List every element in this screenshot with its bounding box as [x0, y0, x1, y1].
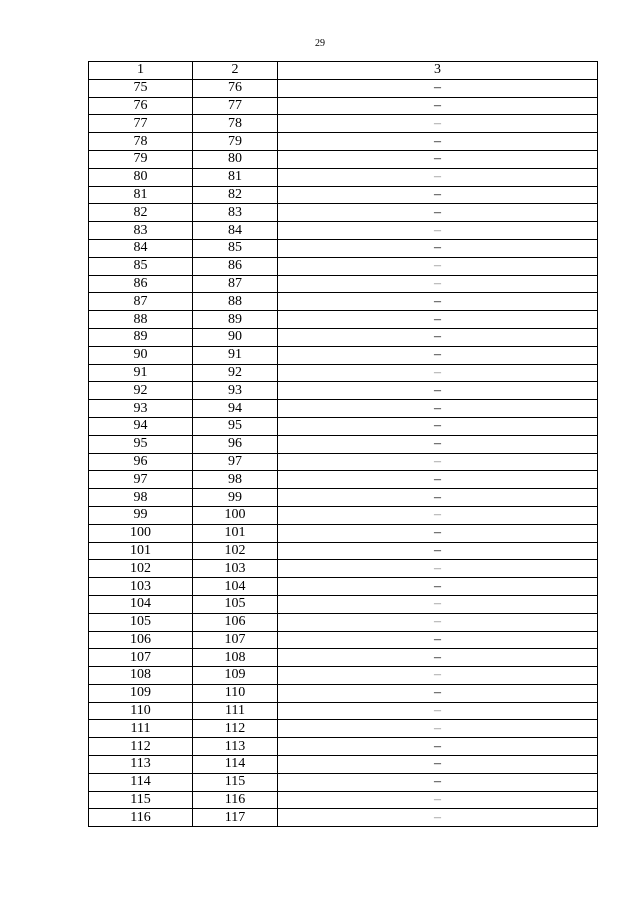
cell-col-2: 76: [193, 79, 278, 97]
cell-col-3: –: [278, 311, 598, 329]
cell-col-3: –: [278, 79, 598, 97]
cell-col-1: 90: [89, 346, 193, 364]
table-row: [89, 702, 598, 720]
cell-col-1: 81: [89, 186, 193, 204]
cell-col-2: 101: [193, 524, 278, 542]
cell-col-2: 79: [193, 133, 278, 151]
cell-col-3: –: [278, 204, 598, 222]
cell-col-3: –: [278, 684, 598, 702]
table-row: [89, 79, 598, 97]
table-header-row: [89, 62, 598, 80]
cell-col-2: 111: [193, 702, 278, 720]
cell-col-1: 107: [89, 649, 193, 667]
table-row: [89, 382, 598, 400]
table-row: [89, 791, 598, 809]
cell-col-2: 109: [193, 667, 278, 685]
cell-col-2: 91: [193, 346, 278, 364]
cell-col-3: –: [278, 720, 598, 738]
cell-col-2: 102: [193, 542, 278, 560]
table-row: [89, 435, 598, 453]
table-row: [89, 720, 598, 738]
table-row: [89, 293, 598, 311]
cell-col-2: 82: [193, 186, 278, 204]
cell-col-1: 88: [89, 311, 193, 329]
table-row: [89, 186, 598, 204]
cell-col-3: –: [278, 400, 598, 418]
table-row: [89, 204, 598, 222]
cell-col-3: –: [278, 578, 598, 596]
table-row: [89, 168, 598, 186]
table-row: [89, 631, 598, 649]
table-row: [89, 222, 598, 240]
cell-col-1: 77: [89, 115, 193, 133]
column-header-1: 1: [89, 62, 193, 80]
cell-col-1: 106: [89, 631, 193, 649]
cell-col-1: 75: [89, 79, 193, 97]
cell-col-2: 108: [193, 649, 278, 667]
cell-col-2: 103: [193, 560, 278, 578]
table-row: [89, 560, 598, 578]
cell-col-3: –: [278, 453, 598, 471]
cell-col-2: 83: [193, 204, 278, 222]
column-header-2: 2: [193, 62, 278, 80]
cell-col-2: 93: [193, 382, 278, 400]
cell-col-3: –: [278, 595, 598, 613]
cell-col-1: 82: [89, 204, 193, 222]
table-row: [89, 133, 598, 151]
cell-col-3: –: [278, 471, 598, 489]
cell-col-2: 104: [193, 578, 278, 596]
cell-col-1: 114: [89, 773, 193, 791]
cell-col-1: 96: [89, 453, 193, 471]
cell-col-1: 78: [89, 133, 193, 151]
cell-col-3: –: [278, 293, 598, 311]
cell-col-2: 94: [193, 400, 278, 418]
cell-col-3: –: [278, 382, 598, 400]
cell-col-2: 84: [193, 222, 278, 240]
cell-col-3: –: [278, 115, 598, 133]
cell-col-1: 95: [89, 435, 193, 453]
cell-col-1: 100: [89, 524, 193, 542]
table-row: [89, 756, 598, 774]
cell-col-2: 80: [193, 150, 278, 168]
table-row: [89, 773, 598, 791]
cell-col-1: 83: [89, 222, 193, 240]
cell-col-3: –: [278, 809, 598, 827]
table-row: [89, 578, 598, 596]
cell-col-1: 116: [89, 809, 193, 827]
cell-col-1: 87: [89, 293, 193, 311]
table-row: [89, 738, 598, 756]
table-row: [89, 311, 598, 329]
table-row: [89, 453, 598, 471]
cell-col-3: –: [278, 542, 598, 560]
cell-col-2: 98: [193, 471, 278, 489]
cell-col-3: –: [278, 150, 598, 168]
cell-col-3: –: [278, 613, 598, 631]
cell-col-1: 98: [89, 489, 193, 507]
cell-col-2: 85: [193, 239, 278, 257]
cell-col-2: 97: [193, 453, 278, 471]
table-row: [89, 328, 598, 346]
table-row: [89, 115, 598, 133]
cell-col-2: 107: [193, 631, 278, 649]
cell-col-3: –: [278, 773, 598, 791]
cell-col-3: –: [278, 222, 598, 240]
table-row: [89, 275, 598, 293]
cell-col-3: –: [278, 435, 598, 453]
cell-col-2: 117: [193, 809, 278, 827]
table-row: [89, 150, 598, 168]
cell-col-1: 94: [89, 417, 193, 435]
cell-col-2: 87: [193, 275, 278, 293]
cell-col-3: –: [278, 506, 598, 524]
cell-col-3: –: [278, 186, 598, 204]
table-row: [89, 613, 598, 631]
cell-col-3: –: [278, 649, 598, 667]
cell-col-1: 110: [89, 702, 193, 720]
cell-col-1: 97: [89, 471, 193, 489]
table-row: [89, 684, 598, 702]
cell-col-2: 77: [193, 97, 278, 115]
table-row: [89, 649, 598, 667]
cell-col-2: 96: [193, 435, 278, 453]
cell-col-1: 108: [89, 667, 193, 685]
cell-col-3: –: [278, 133, 598, 151]
table-row: [89, 524, 598, 542]
cell-col-2: 81: [193, 168, 278, 186]
cell-col-1: 105: [89, 613, 193, 631]
cell-col-2: 78: [193, 115, 278, 133]
data-table: [88, 61, 598, 827]
cell-col-2: 88: [193, 293, 278, 311]
cell-col-2: 92: [193, 364, 278, 382]
cell-col-1: 85: [89, 257, 193, 275]
table-row: [89, 809, 598, 827]
cell-col-1: 113: [89, 756, 193, 774]
cell-col-2: 113: [193, 738, 278, 756]
cell-col-3: –: [278, 560, 598, 578]
page-number: 29: [315, 38, 325, 49]
table-row: [89, 595, 598, 613]
cell-col-3: –: [278, 791, 598, 809]
table-row: [89, 257, 598, 275]
table-row: [89, 364, 598, 382]
cell-col-3: –: [278, 257, 598, 275]
cell-col-3: –: [278, 702, 598, 720]
cell-col-3: –: [278, 631, 598, 649]
cell-col-3: –: [278, 756, 598, 774]
cell-col-3: –: [278, 239, 598, 257]
cell-col-1: 80: [89, 168, 193, 186]
cell-col-1: 102: [89, 560, 193, 578]
cell-col-2: 105: [193, 595, 278, 613]
table-row: [89, 239, 598, 257]
cell-col-2: 90: [193, 328, 278, 346]
table-body: [89, 62, 598, 827]
table-row: [89, 667, 598, 685]
cell-col-3: –: [278, 524, 598, 542]
cell-col-3: –: [278, 346, 598, 364]
cell-col-1: 104: [89, 595, 193, 613]
cell-col-1: 91: [89, 364, 193, 382]
table-row: [89, 542, 598, 560]
cell-col-3: –: [278, 738, 598, 756]
cell-col-1: 93: [89, 400, 193, 418]
table-row: [89, 417, 598, 435]
table-row: [89, 471, 598, 489]
cell-col-3: –: [278, 364, 598, 382]
table-row: [89, 346, 598, 364]
cell-col-3: –: [278, 667, 598, 685]
cell-col-1: 99: [89, 506, 193, 524]
cell-col-1: 112: [89, 738, 193, 756]
cell-col-2: 112: [193, 720, 278, 738]
cell-col-2: 115: [193, 773, 278, 791]
cell-col-1: 101: [89, 542, 193, 560]
table-row: [89, 506, 598, 524]
cell-col-1: 111: [89, 720, 193, 738]
cell-col-2: 114: [193, 756, 278, 774]
cell-col-1: 76: [89, 97, 193, 115]
cell-col-2: 89: [193, 311, 278, 329]
cell-col-3: –: [278, 97, 598, 115]
cell-col-1: 86: [89, 275, 193, 293]
table-row: [89, 489, 598, 507]
cell-col-3: –: [278, 275, 598, 293]
table-row: [89, 97, 598, 115]
cell-col-2: 110: [193, 684, 278, 702]
cell-col-1: 92: [89, 382, 193, 400]
cell-col-2: 86: [193, 257, 278, 275]
cell-col-1: 89: [89, 328, 193, 346]
table-row: [89, 400, 598, 418]
cell-col-3: –: [278, 328, 598, 346]
column-header-3: 3: [278, 62, 598, 80]
cell-col-2: 106: [193, 613, 278, 631]
cell-col-1: 84: [89, 239, 193, 257]
cell-col-1: 109: [89, 684, 193, 702]
cell-col-3: –: [278, 489, 598, 507]
cell-col-2: 99: [193, 489, 278, 507]
cell-col-2: 95: [193, 417, 278, 435]
cell-col-2: 116: [193, 791, 278, 809]
cell-col-3: –: [278, 417, 598, 435]
cell-col-1: 79: [89, 150, 193, 168]
cell-col-2: 100: [193, 506, 278, 524]
cell-col-3: –: [278, 168, 598, 186]
cell-col-1: 103: [89, 578, 193, 596]
cell-col-1: 115: [89, 791, 193, 809]
